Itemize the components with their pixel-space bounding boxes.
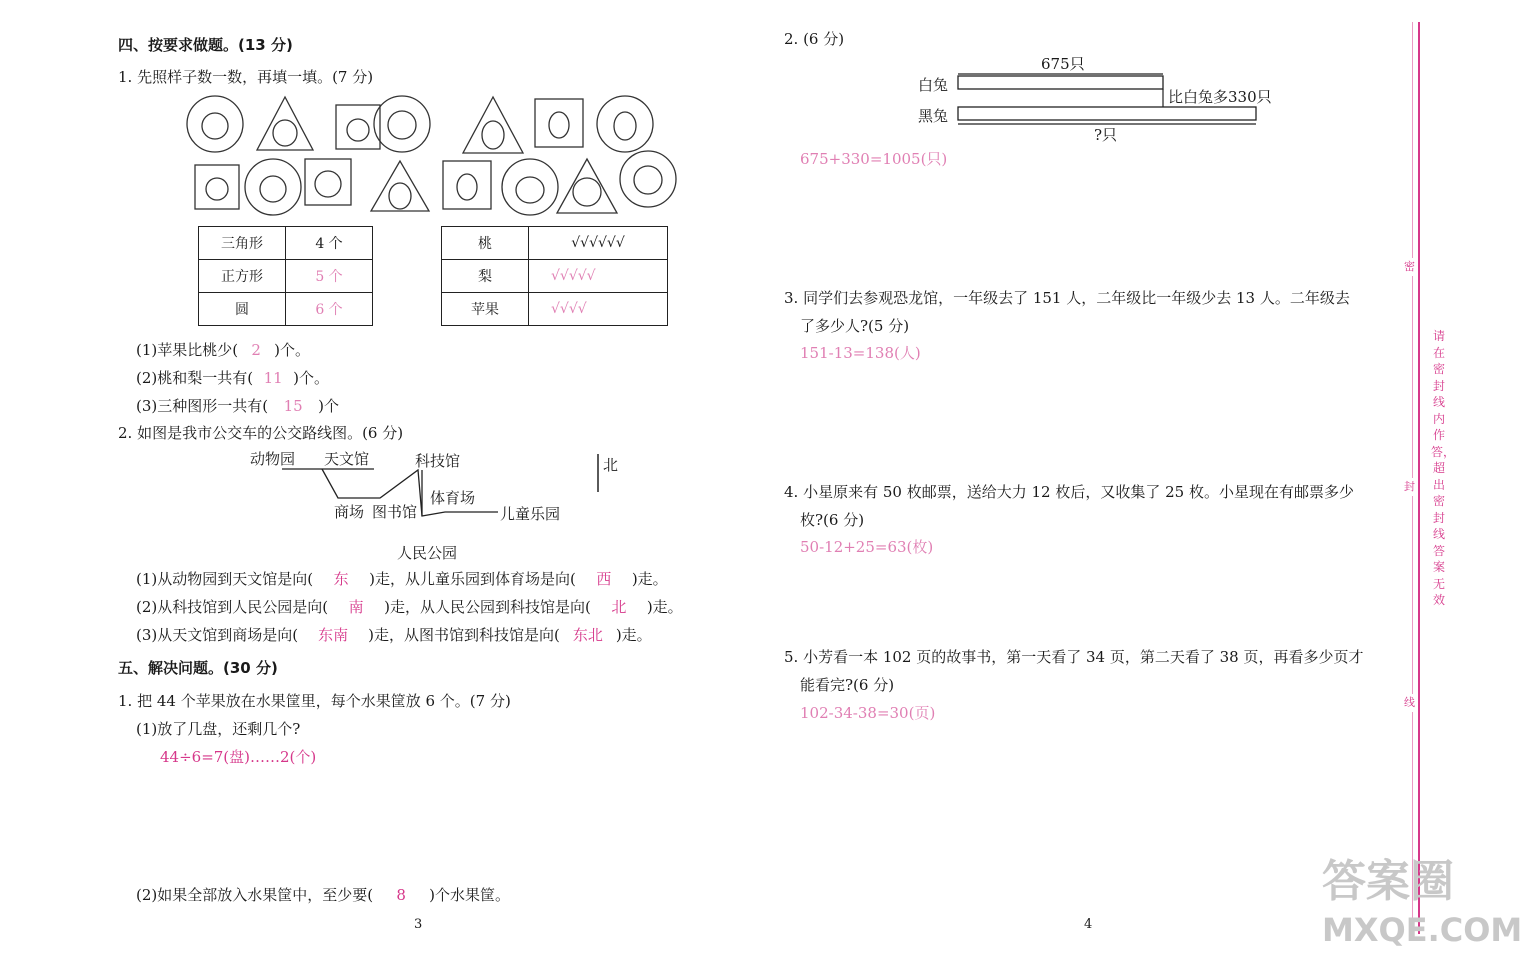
triangle-shape <box>257 97 313 150</box>
answer-cell: 5 个 <box>286 260 373 293</box>
answer: 11 <box>263 369 283 387</box>
q1-sub2: (2)桃和梨一共有( 11 )个。 <box>136 369 329 387</box>
square-shape <box>443 161 491 209</box>
square-shape <box>336 105 380 149</box>
peach-icon <box>260 176 286 202</box>
stop-people-park: 人民公园 <box>397 544 458 562</box>
apple-icon <box>202 113 228 139</box>
stop-library: 图书馆 <box>372 503 418 521</box>
seal-mark: 线 <box>1404 694 1415 712</box>
fruit-tally-table <box>441 226 668 326</box>
problem1-sub1: (1)放了几盘，还剩几个? <box>136 720 301 738</box>
peach-icon <box>206 178 228 200</box>
q5-line1: 5. 小芳看一本 102 页的故事书，第一天看了 34 页，第二天看了 38 页，再看多少页才 <box>784 648 1364 666</box>
q4-answer: 50-12+25=63(枚) <box>800 538 934 556</box>
answer-cell: 6 个 <box>286 293 373 326</box>
table-cell: 三角形 <box>199 227 286 260</box>
watermark-logo: 答案圈 <box>1322 856 1454 907</box>
table-cell: 圆 <box>199 293 286 326</box>
seal-mark: 密 <box>1404 258 1415 276</box>
q5-answer: 102-34-38=30(页) <box>800 704 936 722</box>
apple-icon <box>388 111 416 139</box>
white-rabbit-bar <box>958 76 1163 89</box>
black-rabbit-label: 黑兔 <box>918 107 949 125</box>
apple-icon <box>315 171 341 197</box>
answer-cell: √√√√√ <box>529 260 668 293</box>
q2-right-title: 2. (6 分) <box>784 30 845 48</box>
section-5-title: 五、解决问题。(30 分) <box>118 659 278 677</box>
seal-notice: 请在密封线内作答，超出密封线答案无效 <box>1431 329 1456 607</box>
peach-icon <box>516 177 544 203</box>
stop-mall: 商场 <box>334 503 365 521</box>
answer: 2 <box>251 341 261 359</box>
square-shape <box>195 165 239 209</box>
table-cell: 苹果 <box>442 293 529 326</box>
section-4-title: 四、按要求做题。(13 分) <box>118 36 293 54</box>
answer-cell: √√√√ <box>529 293 668 326</box>
table-cell: 桃 <box>442 227 529 260</box>
circle-shape <box>620 151 676 207</box>
q2-sub1: (1)从动物园到天文馆是向( 东 )走，从儿童乐园到体育场是向( 西 )走。 <box>136 570 668 588</box>
table-cell: 梨 <box>442 260 529 293</box>
q5-line2: 能看完?(6 分) <box>800 676 895 694</box>
seal-line <box>1418 22 1420 934</box>
stop-kids-park: 儿童乐园 <box>500 505 561 523</box>
table-row <box>199 227 373 260</box>
q2-title: 2. 如图是我市公交车的公交路线图。(6 分) <box>118 424 404 442</box>
pear-icon <box>482 121 504 149</box>
q1-title: 1. 先照样子数一数，再填一填。(7 分) <box>118 68 374 86</box>
table-row <box>442 293 668 326</box>
triangle-shape <box>557 159 617 213</box>
q4-line1: 4. 小星原来有 50 枚邮票，送给大力 12 枚后，又收集了 25 枚。小星现在有邮票多少 <box>784 483 1354 501</box>
table-cell: 正方形 <box>199 260 286 293</box>
seal-mark: 封 <box>1404 478 1415 496</box>
white-rabbit-label: 白兔 <box>918 76 949 94</box>
square-shape <box>535 99 583 147</box>
q1-sub1: (1)苹果比桃少( 2 )个。 <box>136 341 310 359</box>
apple-icon <box>634 166 662 194</box>
peach-icon <box>273 120 297 146</box>
problem1-sub2: (2)如果全部放入水果筐中，至少要( 8 )个水果筐。 <box>136 886 510 904</box>
apple-icon <box>573 178 601 206</box>
table-cell: √√√√√√ <box>529 227 668 260</box>
pear-icon <box>549 112 569 138</box>
table-row <box>442 260 668 293</box>
black-rabbit-bar <box>958 107 1256 120</box>
q3-line2: 了多少人?(5 分) <box>800 317 910 335</box>
triangle-shape <box>371 161 429 211</box>
q1-sub3: (3)三种图形一共有( 15 )个 <box>136 397 339 415</box>
difference-label: 比白兔多330只 <box>1168 88 1272 106</box>
q4-line2: 枚?(6 分) <box>800 511 865 529</box>
q3-line1: 3. 同学们去参观恐龙馆，一年级去了 151 人，二年级比一年级少去 13 人。二年级去 <box>784 289 1350 307</box>
circle-shape <box>245 159 301 215</box>
unknown-label: ?只 <box>1094 126 1118 144</box>
watermark-text: MXQE.COM <box>1322 911 1522 949</box>
circle-shape <box>502 159 558 215</box>
square-shape <box>305 159 351 205</box>
table-row <box>442 227 668 260</box>
pear-icon <box>389 183 411 209</box>
circle-shape <box>597 96 653 152</box>
q2-sub3: (3)从天文馆到商场是向( 东南 )走，从图书馆到科技馆是向( 东北 )走。 <box>136 626 652 644</box>
problem1-answer1: 44÷6=7(盘)……2(个) <box>160 748 317 766</box>
q2-answer: 675+330=1005(只) <box>800 150 948 168</box>
peach-icon <box>347 119 369 141</box>
stop-stadium: 体育场 <box>430 489 476 507</box>
page-number: 3 <box>414 917 423 932</box>
pear-icon <box>614 112 636 140</box>
problem1-title: 1. 把 44 个苹果放在水果筐里，每个水果筐放 6 个。(7 分) <box>118 692 511 710</box>
stop-zoo: 动物园 <box>250 450 296 468</box>
triangle-shape <box>463 97 523 153</box>
fruit-shapes-figure <box>185 95 665 215</box>
table-cell: 4 个 <box>286 227 373 260</box>
q3-answer: 151-13=138(人) <box>800 344 921 362</box>
circle-shape <box>187 96 243 152</box>
page-number: 4 <box>1084 917 1093 932</box>
north-label: 北 <box>603 456 619 474</box>
stop-scitech: 科技馆 <box>415 452 461 470</box>
table-row <box>199 293 373 326</box>
shape-count-table <box>198 226 373 326</box>
pear-icon <box>457 174 477 200</box>
stop-observatory: 天文馆 <box>324 450 370 468</box>
circle-shape <box>374 96 430 152</box>
q2-sub2: (2)从科技馆到人民公园是向( 南 )走，从人民公园到科技馆是向( 北 )走。 <box>136 598 683 616</box>
answer: 15 <box>283 397 303 415</box>
white-total-label: 675只 <box>1041 55 1085 73</box>
table-row <box>199 260 373 293</box>
